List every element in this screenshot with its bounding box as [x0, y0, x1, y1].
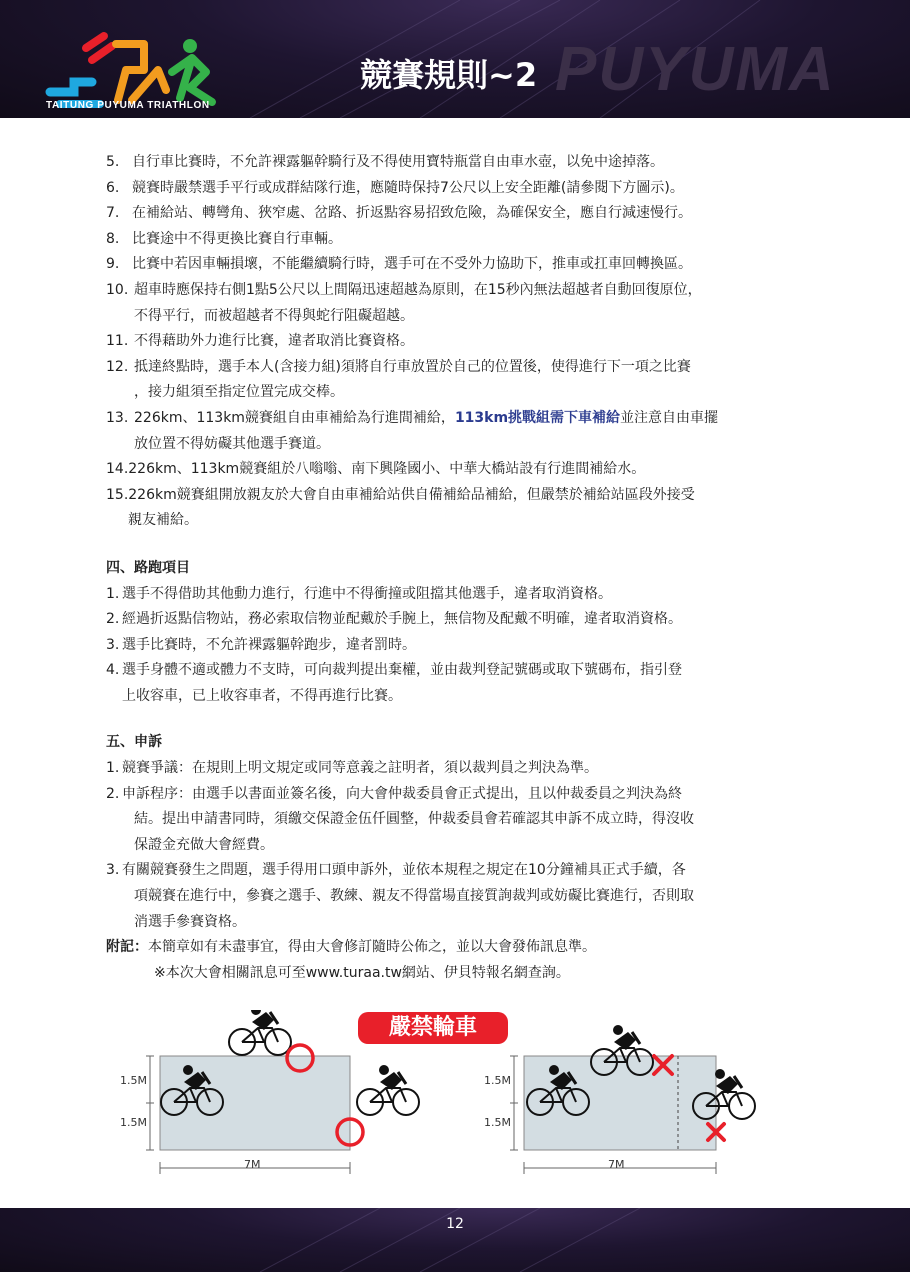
list-item	[106, 858, 816, 935]
logo-text: TAITUNG PUYUMA TRIATHLON	[46, 100, 210, 111]
item-number: 2.	[106, 611, 120, 628]
page-header	[0, 0, 910, 118]
item-text: 抵達終點時，選手本人(含接力組)須將自行車放置於自己的位置後，使得進行下一項之比賽	[134, 358, 691, 375]
list-item	[106, 633, 816, 659]
item-text-continued: 放位置不得妨礙其他選手賽道。	[134, 435, 330, 452]
rules-content	[106, 150, 816, 986]
item-number: 12.	[106, 358, 129, 375]
highlight-text: 113km挑戰組需下車補給	[454, 409, 621, 426]
right-width-label-1: 1.5M	[484, 1074, 511, 1087]
run-section-title: 四、路跑項目	[106, 559, 190, 576]
note-label: 附記：	[106, 939, 148, 956]
item-text: 選手身體不適或體力不支時，可向裁判提出棄權，並由裁判登記號碼或取下號碼布，指引登	[122, 662, 682, 679]
left-width-label-1: 1.5M	[120, 1074, 147, 1087]
item-text: 申訴程序：由選手以書面並簽名後，向大會仲裁委員會正式提出，且以仲裁委員之判決為終	[122, 785, 682, 802]
list-item	[106, 252, 816, 278]
item-number: 14.	[106, 461, 129, 478]
item-number: 1.	[106, 760, 120, 777]
item-number: 6.	[106, 179, 120, 196]
item-number: 15.	[106, 486, 129, 503]
item-text-tail: 並注意自由車擺	[620, 409, 719, 426]
right-length-label: 7M	[608, 1158, 625, 1171]
list-item	[106, 227, 816, 253]
list-item	[106, 607, 816, 633]
cyclist-icon	[357, 1065, 419, 1115]
item-text: 比賽途中不得更換比賽自行車輛。	[132, 230, 342, 247]
item-text: 226km、113km競賽組於八嗡嗡、南下興隆國小、中華大橋站設有行進間補給水。	[128, 461, 646, 478]
item-text: 競賽時嚴禁選手平行或成群結隊行進，應隨時保持7公尺以上安全距離(請參閱下方圖示)。	[132, 179, 684, 196]
item-text-continued: 親友補給。	[128, 512, 198, 529]
left-length-label: 7M	[244, 1158, 261, 1171]
item-text: 226km競賽組開放親友於大會自由車補給站供自備補給品補給，但嚴禁於補給站區段外接受	[128, 486, 695, 503]
bike-rules-list	[106, 150, 816, 534]
item-text: 不得藉助外力進行比賽，違者取消比賽資格。	[134, 333, 414, 350]
no-drafting-badge: 嚴禁輪車	[358, 1012, 508, 1044]
item-text: 選手不得借助其他動力進行，行進中不得衝撞或阻擋其他選手，違者取消資格。	[122, 585, 612, 602]
list-item	[106, 355, 816, 406]
item-text: 競賽爭議：在規則上明文規定或同等意義之註明者，須以裁判員之判決為準。	[122, 760, 598, 777]
item-text: 超車時應保持右側1點5公尺以上間隔迅速超越為原則，在15秒內無法超越者自動回復原位，	[134, 281, 702, 298]
item-text-continued: 不得平行，而被超越者不得與蛇行阻礙超越。	[134, 307, 414, 324]
item-text-continued: 結。提出申請書同時，須繳交保證金伍仟圓整，仲裁委員會若確認其申訴不成立時，得沒收	[134, 811, 694, 828]
note-website: ※本次大會相關訊息可至www.turaa.tw網站、伊貝特報名網查詢。	[154, 964, 570, 981]
appeal-section-title: 五、申訴	[106, 734, 162, 751]
note-line	[106, 935, 816, 961]
list-item	[106, 756, 816, 782]
item-text: 比賽中若因車輛損壞，不能繼續騎行時，選手可在不受外力協助下，推車或扛車回轉換區。	[132, 256, 692, 273]
list-item	[106, 457, 816, 483]
appeal-rules-list	[106, 756, 816, 935]
cyclist-icon	[229, 1010, 291, 1055]
item-text-continued: 消選手參賽資格。	[134, 913, 246, 930]
item-text: 在補給站、轉彎角、狹窄處、岔路、折返點容易招致危險，為確保安全，應自行減速慢行。	[132, 205, 692, 222]
item-number: 9.	[106, 256, 120, 273]
page-number: 12	[446, 1216, 464, 1232]
note-text: 本簡章如有未盡事宜，得由大會修訂隨時公佈之，並以大會發佈訊息準。	[148, 939, 596, 956]
item-text: 226km、113km競賽組自由車補給為行進間補給，	[134, 409, 455, 426]
page-footer	[0, 1208, 910, 1272]
item-text: 選手比賽時，不允許裸露軀幹跑步，違者罰時。	[122, 636, 416, 653]
drafting-diagram	[100, 1010, 820, 1190]
item-number: 2.	[106, 785, 120, 802]
header-watermark: PUYUMA	[555, 35, 836, 104]
item-text: 自行車比賽時，不允許裸露軀幹騎行及不得使用寶特瓶當自由車水壺，以免中途掉落。	[132, 154, 664, 170]
list-item	[106, 406, 816, 457]
item-number: 8.	[106, 230, 120, 247]
item-number: 1.	[106, 585, 120, 602]
item-text: 有關競賽發生之問題，選手得用口頭申訴外，並依本規程之規定在10分鐘補具正式手續，各	[122, 862, 686, 879]
list-item	[106, 483, 816, 534]
list-item	[106, 582, 816, 608]
item-text-continued: ，接力組須至指定位置完成交棒。	[134, 384, 344, 401]
item-text: 經過折返點信物站，務必索取信物並配戴於手腕上，無信物及配戴不明確，違者取消資格。	[122, 611, 682, 628]
item-number: 5.	[106, 154, 120, 170]
item-text-continued: 項競賽在進行中，參賽之選手、教練、親友不得當場直接質詢裁判或妨礙比賽進行，否則取	[134, 888, 694, 905]
list-item	[106, 176, 816, 202]
item-number: 3.	[106, 862, 120, 879]
list-item	[106, 329, 816, 355]
list-item	[106, 658, 816, 709]
item-text-continued: 保證金充做大會經費。	[134, 836, 274, 853]
item-number: 10.	[106, 281, 129, 298]
page-title: 競賽規則~2	[360, 56, 538, 94]
right-width-label-2: 1.5M	[484, 1116, 511, 1129]
item-number: 13.	[106, 409, 129, 426]
list-item	[106, 782, 816, 859]
item-number: 4.	[106, 662, 120, 679]
left-width-label-2: 1.5M	[120, 1116, 147, 1129]
item-number: 11.	[106, 333, 129, 350]
item-number: 7.	[106, 205, 120, 222]
list-item	[106, 150, 816, 176]
item-text-continued: 上收容車，已上收容車者，不得再進行比賽。	[122, 687, 402, 704]
run-rules-list	[106, 582, 816, 710]
item-number: 3.	[106, 636, 120, 653]
list-item	[106, 278, 816, 329]
list-item	[106, 201, 816, 227]
